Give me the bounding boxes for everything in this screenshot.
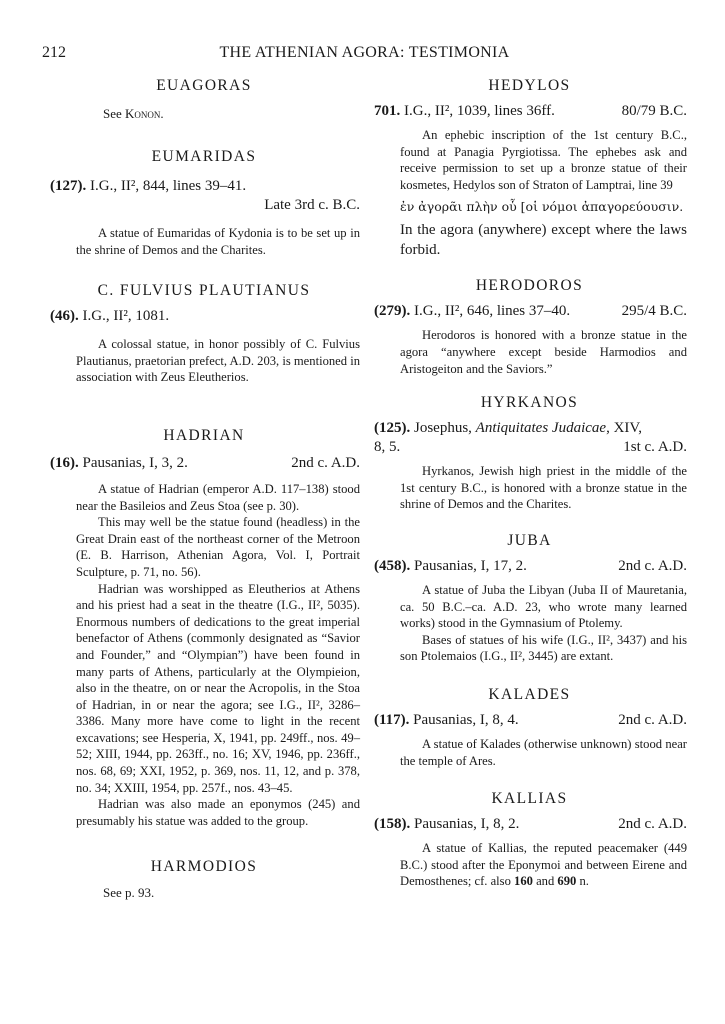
- citation-source: Pausanias, I, 8, 2.: [414, 816, 520, 833]
- citation-date: 2nd c. A.D.: [618, 711, 687, 728]
- citation-date: Late 3rd c. B.C.: [264, 197, 360, 213]
- citation-source: Pausanias, I, 17, 2.: [414, 557, 527, 574]
- entry-text: A statue of Kalades (otherwise unknown) stood near the temple of Ares.: [400, 736, 687, 768]
- entry-heading: KALLIAS: [491, 790, 568, 808]
- entry-heading: HERODOROS: [475, 277, 584, 295]
- testimonium-number: (46).: [50, 308, 79, 325]
- entry-hyrkanos: [372, 393, 687, 513]
- entry-euagoras: [48, 76, 360, 122]
- citation: [48, 454, 360, 473]
- citation-date: 2nd c. A.D.: [618, 816, 687, 833]
- testimonium-number: (158).: [374, 816, 411, 833]
- left-column: [48, 76, 360, 901]
- citation: [48, 307, 360, 326]
- testimonium-number: (16).: [50, 454, 79, 471]
- entry-text: Bases of statues of his wife (I.G., II², 3437) and his son Ptolemaios (I.G., II², 3445) are extant.: [400, 632, 687, 664]
- entry-text: Hyrkanos, Jewish high priest in the middle of the 1st century B.C., is honored with a bronze statue in the shrine of Demos and the Charites.: [400, 464, 687, 512]
- citation-source: Josephus,: [414, 420, 472, 437]
- entry-harmodios: [48, 857, 360, 901]
- citation-source: Pausanias, I, 8, 4.: [413, 711, 519, 728]
- entry-text: A colossal statue, in honor possibly of C. Fulvius Plautianus, praetorian prefect, A.D. 203, is mentioned in association with Zeus Eleutherios.: [76, 337, 360, 385]
- citation: [48, 177, 360, 215]
- entry-kalades: [372, 685, 687, 769]
- entry-text: An ephebic inscription of the 1st century B.C., found at Panagia Pyrgiotissa. The ephebes ask and receive permission to set up a bronze statue of their kosmetes, Hedylos son of Straton of Lamptrai, line 39: [400, 128, 687, 192]
- citation-work-title: Antiquitates Judaicae: [475, 420, 607, 437]
- testimonium-number: (125).: [374, 420, 411, 437]
- entry-heading: HYRKANOS: [480, 394, 579, 412]
- right-column: [372, 76, 687, 890]
- entry-text: Herodoros is honored with a bronze statue in the agora “anywhere except beside Harmodios and Aristogeiton and the Saviors.”: [400, 328, 687, 376]
- citation-source: I.G., II², 1039, lines 36ff.: [404, 103, 555, 119]
- cross-reference-link[interactable]: Konon: [125, 106, 161, 121]
- entry-eumaridas: [48, 147, 360, 258]
- citation-source: Pausanias, I, 3, 2.: [82, 454, 188, 471]
- entry-heading: HADRIAN: [163, 426, 245, 444]
- citation: [372, 302, 687, 321]
- testimonium-number: (127).: [50, 178, 87, 194]
- entry-heading: HEDYLOS: [488, 77, 571, 94]
- entry-heading: JUBA: [507, 531, 552, 549]
- entry-heading: EUMARIDAS: [151, 148, 257, 165]
- citation: (125). Josephus, Antiquitates Judaicae, XIV, 8, 5. 1st c. A.D.: [374, 420, 687, 456]
- testimonium-reference[interactable]: 160: [514, 874, 533, 889]
- running-head: [42, 44, 687, 64]
- entry-text: A statue of Hadrian (emperor A.D. 117–138) stood near the Basileios and Zeus Stoa (see p. 30).: [76, 481, 360, 513]
- translation: In the agora (anywhere) except where the laws forbid.: [400, 222, 687, 259]
- page-number: 212: [42, 44, 66, 61]
- citation: [372, 711, 687, 730]
- running-title: THE ATHENIAN AGORA: TESTIMONIA: [219, 44, 510, 61]
- entry-heading: HARMODIOS: [150, 858, 258, 876]
- citation-date: 2nd c. A.D.: [618, 557, 687, 574]
- entry-hedylos: [372, 76, 687, 260]
- entry-text: A statue of Kallias, the reputed peacemaker (449 B.C.) stood after the Eponymoi and between Eirene and Demosthenes; cf. also 160 and 690 n.: [400, 841, 687, 889]
- citation: [372, 815, 687, 834]
- entry-kallias: [372, 789, 687, 890]
- cross-reference[interactable]: See p. 93.: [103, 885, 155, 901]
- entry-text: Hadrian was worshipped as Eleutherios at Athens and his priest had a seat in the theatre (I.G., II², 5035). Enormous numbers of dedications to the great imperial benefactor of Athens (commonly designated as “Savior and Founder,” and “Olympian”) have been found in many parts of Athens, particularly at the Olympieion, also in the theatre, on or near the Acropolis, in the Stoa of Hadrian, in or near the agora; see I.G., II², 3286–3386. Many more have come to light in the recent excavations; see Hesperia, X, 1941, pp. 249ff., nos. 49–52; XIII, 1944, pp. 263ff., no. 16; XV, 1946, pp. 236ff., nos. 68, 69; XXI, 1952, p. 369, nos. 11, 12, and p. 378, no. 34; XXIII, 1954, pp. 257f., nos. 43–45.: [76, 581, 360, 795]
- entry-heading: EUAGORAS: [156, 77, 252, 94]
- citation-date: 80/79 B.C.: [621, 103, 687, 119]
- testimonium-reference[interactable]: 690: [557, 874, 577, 889]
- entry-text: Hadrian was also made an eponymos (245) and presumably his statue was added to the group.: [76, 797, 360, 828]
- citation-date: 2nd c. A.D.: [291, 454, 360, 471]
- citation-date: 1st c. A.D.: [623, 439, 687, 456]
- citation-source: I.G., II², 646, lines 37–40.: [414, 303, 571, 320]
- testimonium-number: (458).: [374, 557, 411, 574]
- entry-herodoros: [372, 276, 687, 377]
- cross-reference: See Konon.: [103, 106, 164, 121]
- entry-heading: KALADES: [488, 685, 571, 703]
- entry-heading: C. FULVIUS PLAUTIANUS: [97, 282, 311, 300]
- citation-source: I.G., II², 1081.: [82, 308, 170, 325]
- entry-text: A statue of Eumaridas of Kydonia is to be set up in the shrine of Demos and the Charites.: [76, 226, 360, 257]
- testimonium-number: 701.: [374, 103, 401, 119]
- citation: [372, 102, 687, 121]
- citation: [372, 557, 687, 576]
- citation-continuation: 8, 5. 1st c. A.D.: [374, 439, 687, 456]
- greek-quotation: ἐν ἀγορᾶι πλὴν οὗ [οἱ νόμοι ἀπαγορεύουσιν.: [400, 199, 684, 215]
- testimonium-number: (117).: [374, 711, 410, 728]
- citation-source: I.G., II², 844, lines 39–41.: [90, 178, 247, 194]
- entry-plautianus: [48, 281, 360, 386]
- citation-date: 295/4 B.C.: [621, 303, 687, 320]
- entry-juba: [372, 531, 687, 665]
- entry-hadrian: [48, 426, 360, 829]
- entry-text: A statue of Juba the Libyan (Juba II of Mauretania, ca. 50 B.C.–ca. A.D. 23, who wrote many learned works) stood in the Gymnasium of Ptolemy.: [400, 582, 687, 631]
- testimonium-number: (279).: [374, 303, 411, 320]
- entry-text: This may well be the statue found (headless) in the Great Drain east of the northeast corner of the Metroon (E. B. Harrison, Athenian Agora, Vol. I, Portrait Sculpture, p. 71, no. 56).: [76, 515, 360, 579]
